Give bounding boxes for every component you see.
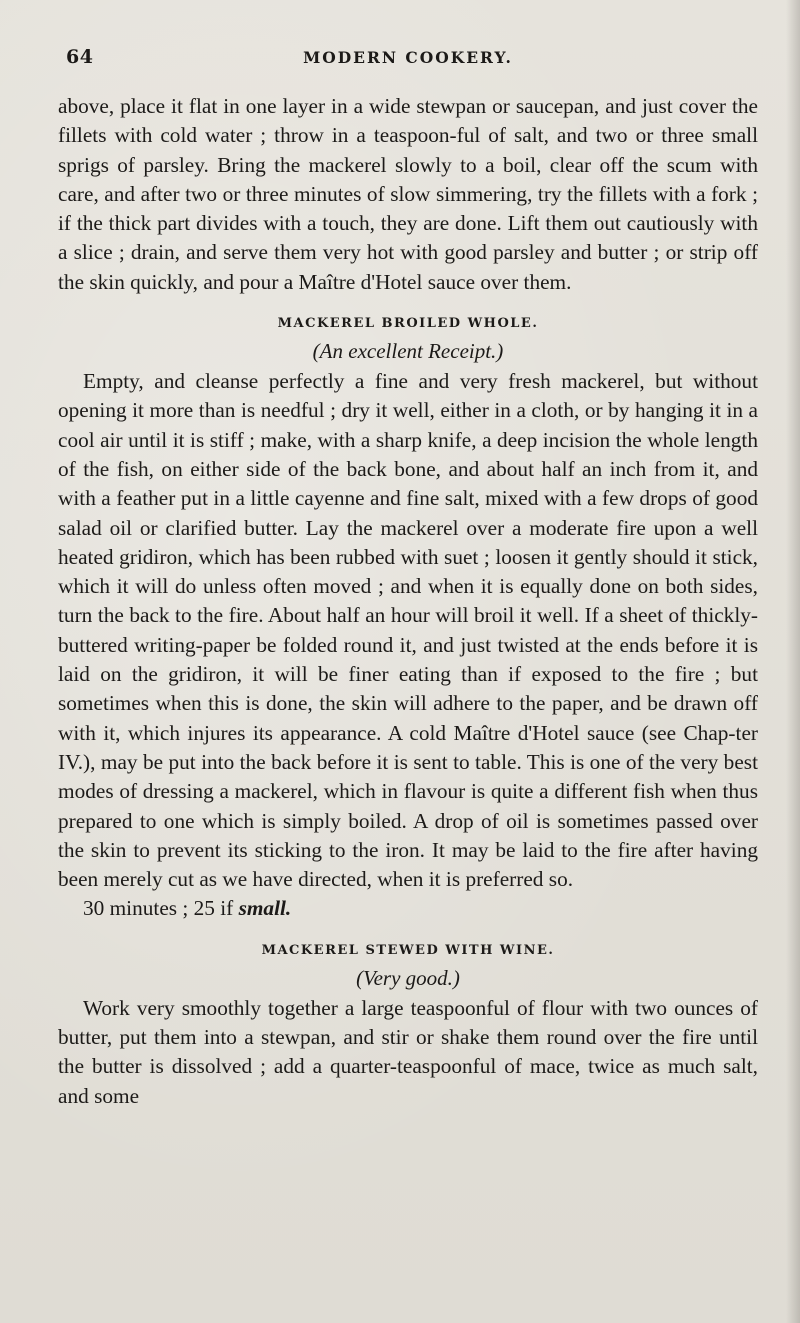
section-heading-stewed: MACKEREL STEWED WITH WINE. [261, 942, 555, 958]
section-heading-broiled: MACKEREL BROILED WHOLE. [277, 316, 539, 332]
broiled-timing-main: 30 minutes ; 25 if [83, 896, 239, 921]
intro-paragraph: above, place it flat in one layer in a wide stewpan or saucepan, and just cover the fillets with cold water ; throw in a teaspoon-ful of salt, and two or three small sprigs of parsley. Bring the mackerel slowly to a boil, clear off the scum with care, and after two or three minutes of slow simmering, try the fillets with a fork ; if the thick part divides with a touch, they are done. Lift them out cautiously with a slice ; drain, and serve them very hot with good parsley and butter ; or strip off the skin quickly, and pour a Maître d'Hotel sauce over them. [58, 94, 758, 294]
page-number: 64 [66, 46, 94, 68]
page-edge-shadow [786, 0, 800, 1323]
running-head [58, 46, 758, 74]
stewed-paragraph: Work very smoothly together a large teaspoonful of flour with two ounces of butter, put them into a stewpan, and stir or shake them round over the fire until the butter is dissolved ; add a quarter-teaspoonful of mace, twice as much salt, and some [58, 995, 758, 1108]
broiled-timing [58, 894, 758, 923]
section-subheading-broiled: (An excellent Receipt.) [312, 339, 504, 364]
broiled-paragraph: Empty, and cleanse perfectly a fine and very fresh mackerel, but without opening it more than is needful ; dry it well, either in a cloth, or by hanging it in a cool air until it is stiff ; make, with a sharp knife, a deep incision the whole length of the fish, on either side of the back bone, and about half an inch from it, and with a feather put in a little cayenne and fine salt, mixed with a few drops of good salad oil or clarified butter. Lay the mackerel over a moderate fire upon a well heated gridiron, which has been rubbed with suet ; loosen it gently should it stick, which it will do unless often moved ; and when it is equally done on both sides, turn the back to the fire. About half an hour will broil it well. If a sheet of thickly-buttered writing-paper be folded round it, and just twisted at the ends before it is laid on the gridiron, it will be finer eating than if exposed to the fire ; but sometimes when this is done, the skin will adhere to the paper, and be drawn off with it, which injures its appearance. A cold Maître d'Hotel sauce (see Chap-ter IV.), may be put into the back before it is sent to table. This is one of the very best modes of dressing a mackerel, which in flavour is quite a different fish when thus prepared to one which is simply boiled. A drop of oil is sometimes passed over the skin to prevent its sticking to the iron. It may be laid to the fire after having been merely cut as we have directed, when it is preferred so. [58, 369, 758, 892]
section-subheading-stewed: (Very good.) [356, 965, 460, 990]
running-title: MODERN COOKERY. [303, 48, 513, 67]
page-content [58, 92, 758, 1111]
broiled-timing-small: small. [238, 896, 292, 921]
